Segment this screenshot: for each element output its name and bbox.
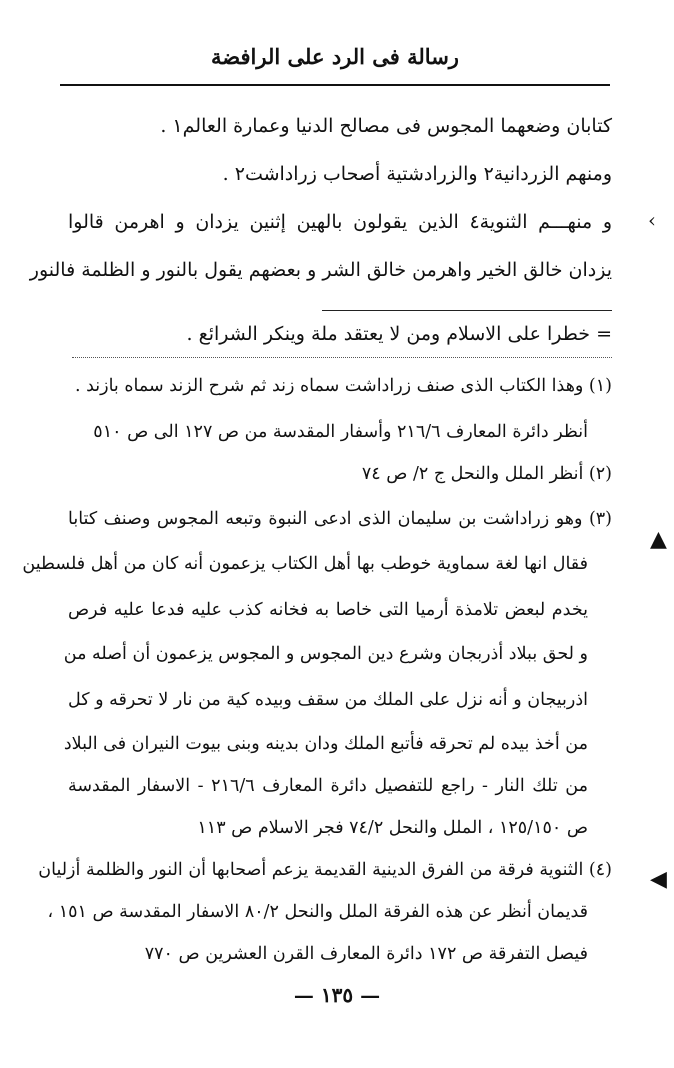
margin-arrow-icon: ◀ (650, 867, 667, 892)
running-head: رسالة فى الرد على الرافضة (211, 44, 459, 69)
body-line-4: يزدان خالق الخير واهرمن خالق الشر و بعضهم يقول بالنور و الظلمة فالنور (29, 259, 612, 281)
footnote-line-8: اذربيجان و أنه نزل على الملك من سقف وبيده كية من نار لا تحرقه و كل (68, 690, 588, 710)
footnote-line-5: فقال انها لغة سماوية خوطب بها أهل الكتاب يزعمون أنه كان من أهل فلسطين (22, 554, 588, 574)
dotted-separator (72, 357, 612, 358)
footnote-line-10: من تلك النار - راجع للتفصيل دائرة المعارف ٢١٦/٦ - الاسفار المقدسة (68, 776, 588, 796)
footnote-line-2: أنظر دائرة المعارف ٢١٦/٦ وأسفار المقدسة من ص ١٢٧ الى ص ٥١٠ (93, 422, 588, 442)
body-line-1: كتابان وضعهما المجوس فى مصالح الدنيا وعمارة العالم١ . (160, 115, 612, 137)
header-rule (60, 84, 610, 86)
footnote-line-12: (٤) الثنوية فرقة من الفرق الدينية القديمة يزعم أصحابها أن النور والظلمة أزليان (38, 860, 612, 880)
continued-footnote-line: = خطرا على الاسلام ومن لا يعتقد ملة وينكر الشرائع . (186, 323, 612, 345)
footnote-line-11: ص ١٢٥/١٥٠ ، الملل والنحل ٧٤/٢ فجر الاسلام ص ١١٣ (197, 818, 588, 838)
body-line-3: و منهـــم الثنوية٤ الذين يقولون بالهين إثنين يزدان و اهرمن قالوا (68, 211, 612, 233)
footnote-line-9: من أخذ بيده لم تحرقه فأتبع الملك ودان بدينه وبنى بيوت النيران فى البلاد (63, 734, 588, 754)
margin-mark-icon: › (648, 208, 656, 232)
page-number: — ١٣٥ — (293, 983, 381, 1007)
footnote-line-4: (٣) وهو زراداشت بن سليمان الذى ادعى النبوة وتبعه المجوس وصنف كتابا (68, 509, 612, 529)
body-line-2: ومنهم الزردانية٢ والزرادشتية أصحاب زراداشت٢ . (222, 163, 612, 185)
footnote-line-6: يخدم لبعض تلامذة أرميا التى خاصا به فخانه كذب عليه فدعا عليه فرص (68, 600, 588, 620)
footnote-line-7: و لحق ببلاد أذربجان وشرع دين المجوس و المجوس يزعمون أن أصله من (63, 644, 588, 664)
footnote-separator (322, 310, 612, 311)
footnote-line-14: فيصل التفرقة ص ١٧٢ دائرة المعارف القرن العشرين ص ٧٧٠ (144, 944, 588, 964)
footnote-line-3: (٢) أنظر الملل والنحل ج ٢/ ص ٧٤ (361, 464, 612, 484)
footnote-line-13: قديمان أنظر عن هذه الفرقة الملل والنحل ٨٠/٢ الاسفار المقدسة ص ١٥١ ، (47, 902, 588, 922)
footnote-line-1: (١) وهذا الكتاب الذى صنف زراداشت سماه زند ثم شرح الزند سماه بازند . (74, 376, 612, 396)
margin-triangle-icon: ▲ (650, 527, 667, 552)
